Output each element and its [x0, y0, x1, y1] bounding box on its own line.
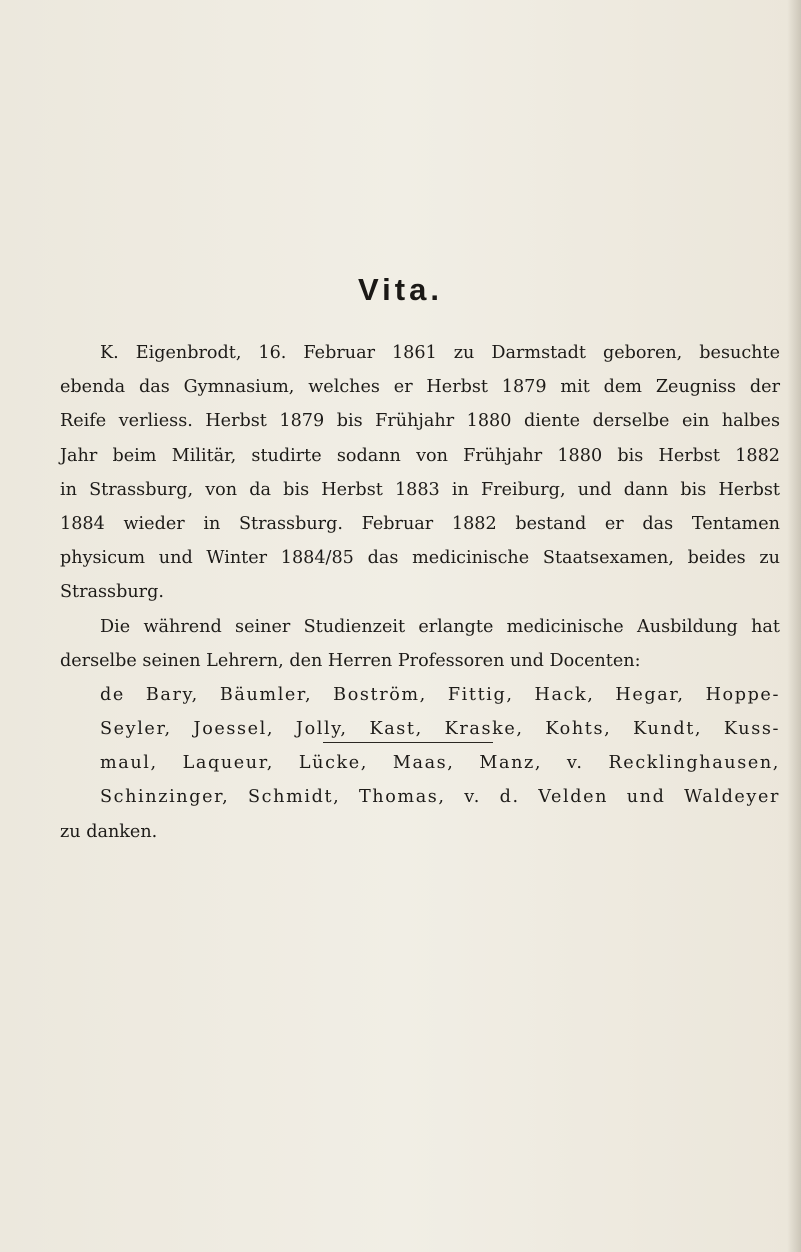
names-line: maul, Laqueur, Lücke, Maas, Manz, v. Recklinghausen,	[100, 753, 780, 774]
text-line: Reife verliess. Herbst 1879 bis Frühjahr 1880 diente derselbe ein halbes	[60, 411, 780, 432]
text-line: Strassburg.	[60, 582, 164, 603]
text-line: K. Eigenbrodt, 16. Februar 1861 zu Darmstadt geboren, besuchte	[100, 343, 780, 363]
closing-rule	[323, 742, 493, 743]
names-line: Schinzinger, Schmidt, Thomas, v. d. Velden und Waldeyer	[100, 787, 780, 808]
text-line: Jahr beim Militär, studirte sodann von Frühjahr 1880 bis Herbst 1882	[60, 445, 780, 466]
text-line: ebenda das Gymnasium, welches er Herbst 1879 mit dem Zeugniss der	[60, 377, 780, 398]
closing-line: zu danken.	[60, 821, 158, 842]
page-edge-shadow	[787, 0, 801, 1252]
text-line: Die während seiner Studienzeit erlangte medicinische Ausbildung hat	[100, 616, 780, 637]
vita-text	[60, 336, 780, 849]
names-line: de Bary, Bäumler, Boström, Fittig, Hack, Hegar, Hoppe-	[100, 684, 780, 705]
text-line: physicum und Winter 1884/85 das medicinische Staatsexamen, beides zu	[60, 548, 780, 569]
text-line: derselbe seinen Lehrern, den Herren Professoren und Docenten:	[60, 650, 641, 671]
names-line: Seyler, Joessel, Jolly, Kast, Kraske, Kohts, Kundt, Kuss-	[100, 719, 780, 740]
text-line: 1884 wieder in Strassburg. Februar 1882 bestand er das Tentamen	[60, 513, 780, 534]
page-title: Vita.	[358, 272, 443, 307]
text-line: in Strassburg, von da bis Herbst 1883 in Freiburg, und dann bis Herbst	[60, 479, 780, 500]
